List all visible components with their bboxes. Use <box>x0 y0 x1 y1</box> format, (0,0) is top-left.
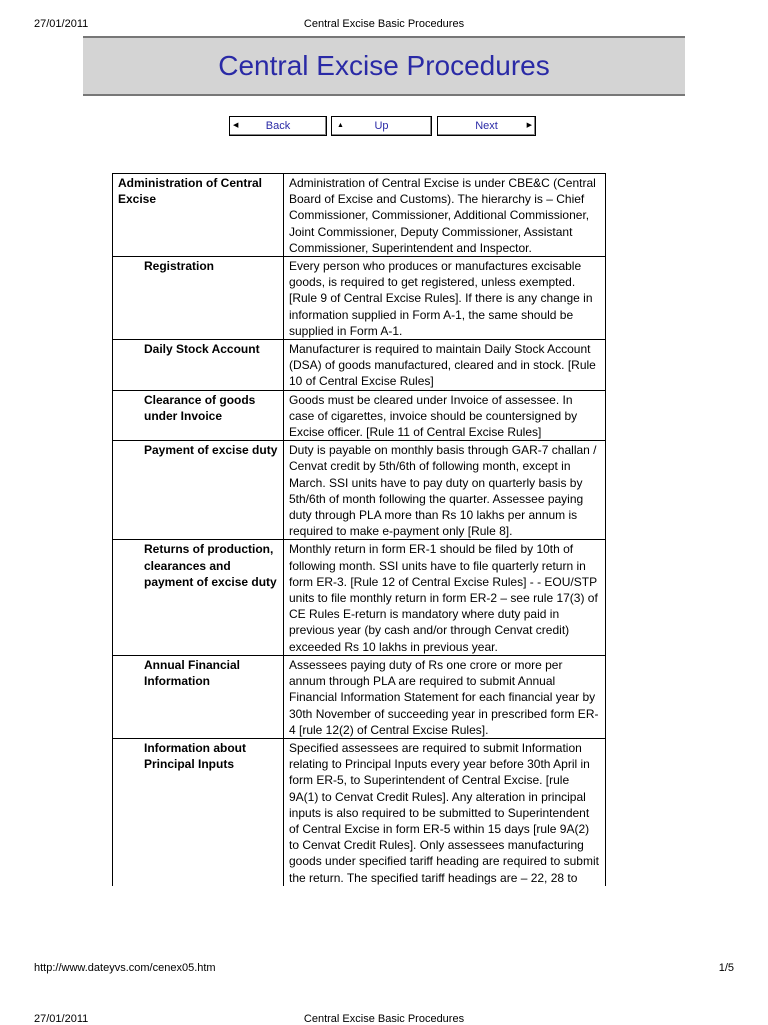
row-text: Duty is payable on monthly basis through GAR-7 challan / Cenvat credit by 5th/6th of following month, except in March. SSI units have to pay duty on quarterly basis by 5th/6th of month following the quarter. Assessee paying duty through PLA more than Rs 10 lakhs per annum is required to make e-payment only [Rule 8]. <box>284 441 606 540</box>
arrow-up-icon: ▲ <box>337 122 344 129</box>
table-row <box>113 738 606 885</box>
page-title: Central Excise Procedures <box>218 50 550 81</box>
arrow-left-icon: ◀ <box>233 122 239 129</box>
row-text: Monthly return in form ER-1 should be filed by 10th of following month. SSI units have to file quarterly return in form ER-3. [Rule 12 of Central Excise Rules] - - EOU/STP units to file monthly return in form ER-2 – see rule 17(3) of CE Rules E-return is mandatory where duty paid in previous year (by cash and/or through Cenvat credit) exceeded Rs 10 lakhs in previous year. <box>284 540 606 655</box>
back-button[interactable] <box>229 116 327 136</box>
table-row <box>113 340 606 391</box>
page-number: 1/5 <box>718 962 734 974</box>
row-label: Returns of production, clearances and payment of excise duty <box>113 540 284 655</box>
table-row <box>113 390 606 441</box>
footer-url[interactable]: http://www.dateyvs.com/cenex05.htm <box>34 962 216 974</box>
row-text: Administration of Central Excise is under CBE&C (Central Board of Excise and Customs). The hierarchy is – Chief Commissioner, Commissioner, Additional Commissioner, Joint Commissioner, Deputy Commissioner, Assistant Commissioner, Superintendent and Inspector. <box>284 174 606 257</box>
next-button[interactable] <box>437 116 536 136</box>
table-row <box>113 655 606 738</box>
next-label: Next <box>475 120 498 132</box>
row-text: Assessees paying duty of Rs one crore or more per annum through PLA are required to submit Annual Financial Information Statement for each financial year by 30th November of succeeding year in prescribed form ER-4 [rule 12(2) of Central Excise Rules]. <box>284 655 606 738</box>
print-title: Central Excise Basic Procedures <box>303 18 465 30</box>
row-text: Specified assessees are required to submit Information relating to Principal Inputs every year before 30th April in form ER-5, to Superintendent of Central Excise. [rule 9A(1) to Cenvat Credit Rules]. Any alteration in principal inputs is also required to be submitted to Superintendent of Central Excise in form ER-5 within 15 days [rule 9A(2) to Cenvat Credit Rules]. Only assessees manufacturing goods under specified tariff heading are required to submit the return. The specified tariff headings are – 22, 28 to <box>284 738 606 885</box>
row-text: Manufacturer is required to maintain Daily Stock Account (DSA) of goods manufactured, cleared and in stock. [Rule 10 of Central Excise Rules] <box>284 340 606 391</box>
row-label: Daily Stock Account <box>113 340 284 391</box>
up-label: Up <box>374 120 389 132</box>
title-banner <box>83 36 685 96</box>
procedures-table <box>112 173 606 886</box>
row-text: Goods must be cleared under Invoice of assessee. In case of cigarettes, invoice should be countersigned by Excise officer. [Rule 11 of Central Excise Rules] <box>284 390 606 441</box>
table-row <box>113 441 606 540</box>
up-button[interactable] <box>331 116 432 136</box>
next-print-date: 27/01/2011 <box>34 1013 89 1025</box>
row-label: Payment of excise duty <box>113 441 284 540</box>
row-label: Annual Financial Information <box>113 655 284 738</box>
print-date: 27/01/2011 <box>34 18 89 30</box>
table-row <box>113 257 606 340</box>
arrow-right-icon: ▶ <box>526 122 532 129</box>
row-text: Every person who produces or manufactures excisable goods, is required to get registered, unless exempted. [Rule 9 of Central Excise Rules]. If there is any change in information supplied in Form A-1, the same should be supplied in Form A-1. <box>284 257 606 340</box>
back-label: Back <box>265 120 291 132</box>
row-label: Information about Principal Inputs <box>113 738 284 885</box>
table-row <box>113 540 606 655</box>
row-label: Clearance of goods under Invoice <box>113 390 284 441</box>
row-label: Registration <box>113 257 284 340</box>
next-print-title: Central Excise Basic Procedures <box>303 1013 465 1025</box>
table-row <box>113 174 606 257</box>
row-label: Administration of Central Excise <box>113 174 284 257</box>
